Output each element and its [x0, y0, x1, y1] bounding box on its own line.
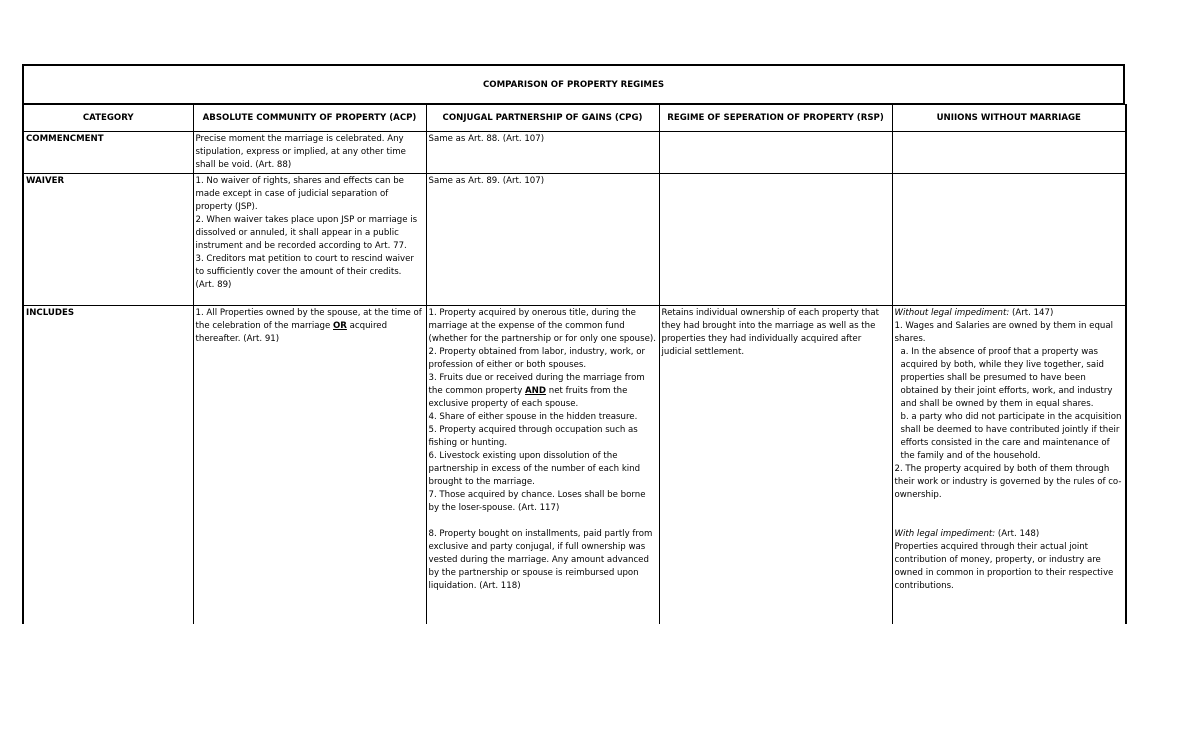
- includes-cpg-3-and: AND: [525, 386, 547, 396]
- unions-item-1b: b. a party who did not participate in the acquisition shall be deemed to have contributed jointly if their efforts consisted in the care and maintenance of the family and of the household.: [900, 412, 1122, 461]
- includes-acp: [193, 306, 426, 624]
- waiver-rsp: [659, 174, 892, 306]
- includes-acp-part-a: 1. All Properties owned by the spouse, at the time of the celebration of the marriage: [195, 308, 422, 331]
- waiver-acp: [193, 174, 426, 306]
- includes-cpg-4: 4. Share of either spouse in the hidden treasure.: [428, 412, 638, 422]
- header-acp: ABSOLUTE COMMUNITY OF PROPERTY (ACP): [193, 105, 426, 132]
- waiver-acp-4: (Art. 89): [195, 280, 232, 290]
- waiver-acp-2: 2. When waiver takes place upon JSP or marriage is dissolved or annuled, it shall appear in a public instrument and be recorded according to Art. 77.: [195, 215, 418, 251]
- waiver-unions: [892, 174, 1126, 306]
- row-commencement: [23, 132, 1126, 174]
- row-waiver: [23, 174, 1126, 306]
- commencement-cpg: Same as Art. 88. (Art. 107): [426, 132, 659, 174]
- includes-acp-part-b: acquired thereafter. (Art. 91): [195, 321, 388, 344]
- includes-cpg-3: [429, 372, 657, 411]
- spacer: [895, 515, 1124, 528]
- includes-cpg-6: 6. Livestock existing upon dissolution of the partnership in excess of the number of each kind brought to the marriage.: [428, 451, 641, 487]
- unions-heading-with-art: (Art. 148): [995, 529, 1040, 539]
- header-row: [23, 105, 1126, 132]
- header-cpg: CONJUGAL PARTNERSHIP OF GAINS (CPG): [426, 105, 659, 132]
- includes-cpg-7: 7. Those acquired by chance. Loses shall be borne by the loser-spouse. (Art. 117): [428, 490, 646, 513]
- spacer: [895, 502, 1124, 515]
- header-rsp: REGIME OF SEPERATION OF PROPERTY (RSP): [659, 105, 892, 132]
- unions-item-2: 2. The property acquired by both of them through their work or industry is governed by the rules of co-ownership.: [894, 464, 1122, 500]
- includes-cpg-3-part-a: 3. Fruits due or received during the marriage from the common property: [428, 373, 645, 396]
- includes-cpg-5: 5. Property acquired through occupation such as fishing or hunting.: [428, 425, 638, 448]
- includes-cpg: [426, 306, 659, 624]
- row-includes: [23, 306, 1126, 624]
- commencement-acp: Precise moment the marriage is celebrated. Any stipulation, express or implied, at any other time shall be void. (Art. 88): [193, 132, 426, 174]
- unions-item-3: Properties acquired through their actual joint contribution of money, property, or industry are owned in common in proportion to their respective contributions.: [894, 542, 1114, 591]
- includes-category: INCLUDES: [23, 306, 193, 624]
- spacer: [429, 515, 657, 528]
- commencement-rsp: [659, 132, 892, 174]
- unions-heading-with: [895, 528, 1124, 541]
- comparison-table: [22, 104, 1127, 624]
- waiver-acp-3: 3. Creditors mat petition to court to rescind waiver to sufficiently cover the amount of their credits.: [195, 254, 414, 277]
- includes-cpg-2: 2. Property obtained from labor, industry, work, or profession of either or both spouses.: [428, 347, 645, 370]
- unions-item-1: 1. Wages and Salaries are owned by them in equal shares.: [894, 321, 1114, 344]
- commencement-unions: [892, 132, 1126, 174]
- comparison-sheet: [22, 64, 1125, 624]
- commencement-category: COMMENCMENT: [23, 132, 193, 174]
- unions-heading-without-label: Without legal impediment:: [894, 308, 1010, 318]
- unions-heading-without-art: (Art. 147): [1009, 308, 1054, 318]
- sheet-title: COMPARISON OF PROPERTY REGIMES: [22, 64, 1125, 104]
- unions-heading-without: [895, 307, 1124, 320]
- waiver-cpg: Same as Art. 89. (Art. 107): [426, 174, 659, 306]
- waiver-acp-1: 1. No waiver of rights, shares and effects can be made except in case of judicial separation of property (JSP).: [195, 176, 404, 212]
- includes-acp-text: [196, 307, 424, 346]
- includes-cpg-1: 1. Property acquired by onerous title, during the marriage at the expense of the common fund (whether for the partnership or for only one spouse).: [428, 308, 656, 344]
- unions-item-1a: a. In the absence of proof that a property was acquired by both, while they live together, said properties shall be presumed to have been obtained by their joint efforts, work, and industry and shall be owned by them in equal shares.: [900, 347, 1113, 409]
- includes-unions: [892, 306, 1126, 624]
- includes-cpg-8: 8. Property bought on installments, paid partly from exclusive and party conjugal, if full ownership was vested during the marriage. Any amount advanced by the partnership or spouse is reimbursed upon liquidation. (Art. 118): [428, 529, 653, 591]
- header-category: CATEGORY: [23, 105, 193, 132]
- unions-heading-with-label: With legal impediment:: [894, 529, 996, 539]
- includes-cpg-3-part-b: net fruits from the exclusive property of each spouse.: [428, 386, 628, 409]
- includes-acp-or: OR: [333, 321, 347, 331]
- waiver-category: WAIVER: [23, 174, 193, 306]
- includes-rsp: Retains individual ownership of each property that they had brought into the marriage as well as the properties they had individually acquired after judicial settlement.: [659, 306, 892, 624]
- header-unions: UNIIONS WITHOUT MARRIAGE: [892, 105, 1126, 132]
